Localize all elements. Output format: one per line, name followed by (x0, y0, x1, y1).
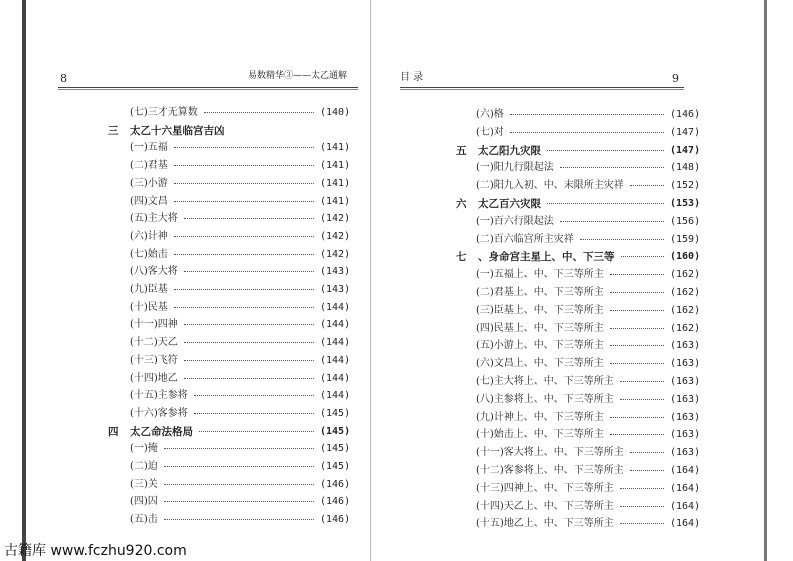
toc-label: (十三)四神上、中、下三等所主 (476, 482, 614, 494)
toc-entry (396, 426, 793, 444)
toc-label: (七)对 (476, 126, 504, 138)
dot-leader (547, 150, 664, 151)
toc-label: (一)阳九行限起法 (476, 162, 554, 174)
toc-page-number: (163) (670, 447, 701, 459)
dot-leader (184, 342, 314, 343)
toc-entry (0, 139, 396, 157)
toc-page-number: (164) (670, 465, 701, 476)
toc-entry (396, 462, 793, 480)
toc-entry (0, 175, 396, 193)
toc-entry (396, 284, 793, 302)
toc-entry (396, 444, 793, 462)
toc-page-number: (148) (670, 162, 701, 174)
dot-leader (184, 378, 314, 379)
toc-label: 太乙阳九灾限 (478, 144, 541, 157)
dot-leader (510, 114, 664, 115)
toc-page-number: (147) (670, 126, 701, 138)
toc-label: (六)文昌上、中、下三等所主 (476, 358, 604, 370)
toc-page-number: (144) (320, 301, 351, 313)
dot-leader (174, 201, 314, 202)
toc-page-number: (141) (320, 142, 351, 154)
toc-page-number: (163) (670, 340, 701, 352)
toc-label: 、身命宫主星上、中、下三等 (478, 251, 615, 264)
header-rule-thin (400, 89, 684, 90)
toc-page-number: (164) (670, 518, 701, 530)
toc-label: (二)君基上、中、下三等所主 (476, 287, 604, 298)
toc-entry (396, 159, 793, 177)
toc-label: (二)阳九入初、中、末限所主灾祥 (476, 180, 624, 192)
dot-leader (610, 292, 664, 293)
dot-leader (164, 484, 314, 485)
toc-entry (0, 104, 396, 122)
toc-label: (十二)天乙 (130, 337, 178, 349)
site-watermark: 古籍库 www.fczhu920.com (4, 543, 187, 559)
toc-entry (0, 299, 396, 317)
toc-page-number: (144) (320, 337, 351, 349)
dot-leader (174, 147, 314, 148)
toc-label: (十六)客参将 (130, 407, 188, 419)
header-rule-thin (58, 89, 358, 90)
dot-leader (610, 345, 664, 346)
dot-leader (620, 523, 664, 524)
toc-label: 太乙命法格局 (130, 425, 193, 438)
toc-page-number: (162) (670, 269, 701, 281)
toc-entry (0, 493, 396, 511)
toc-label: (三)臣基上、中、下三等所主 (476, 304, 604, 316)
header-rule (58, 87, 358, 88)
toc-page-number: (141) (320, 160, 351, 172)
dot-leader (164, 501, 314, 502)
toc-page-number: (143) (320, 284, 351, 295)
toc-label: (二)君基 (130, 160, 168, 172)
toc-entry (396, 177, 793, 195)
toc-label: (三)关 (130, 478, 158, 490)
toc-label: (一)百六行限起法 (476, 215, 554, 227)
toc-page-number: (144) (320, 372, 351, 384)
toc-page-number: (145) (320, 425, 351, 437)
dot-leader (204, 112, 314, 113)
toc-label: (一)五福上、中、下三等所主 (476, 269, 604, 281)
toc-entry (0, 476, 396, 494)
toc-entry (396, 106, 793, 124)
toc-page-number: (142) (320, 248, 351, 260)
toc-entry (396, 231, 793, 249)
toc-label: (十三)飞符 (130, 354, 178, 366)
dot-leader (174, 236, 314, 237)
toc-entry (0, 440, 396, 458)
running-header: 目 录 (400, 72, 424, 83)
toc-label: (四)民基上、中、下三等所主 (476, 322, 604, 334)
toc-entry (0, 210, 396, 228)
dot-leader (184, 271, 314, 272)
toc-label: (十四)天乙上、中、下三等所主 (476, 500, 614, 512)
toc-label: (十二)客参将上、中、下三等所主 (476, 465, 624, 476)
toc-label: (十一)客大将上、中、下三等所主 (476, 447, 624, 459)
toc-page-number: (145) (320, 407, 351, 419)
toc-label: (七)始击 (130, 248, 168, 260)
right-page (396, 0, 793, 561)
toc-label: (二)迫 (130, 461, 158, 472)
toc-label: (八)客大将 (130, 266, 178, 278)
toc-page-number: (146) (320, 478, 351, 490)
toc-entry (0, 246, 396, 264)
toc-label: (一)掩 (130, 443, 158, 455)
dot-leader (164, 519, 314, 520)
toc-entry (0, 263, 396, 281)
toc-entry (0, 458, 396, 476)
dot-leader (184, 324, 314, 325)
toc-entry (0, 334, 396, 352)
toc-entry (396, 480, 793, 498)
toc-entry (0, 370, 396, 388)
dot-leader (610, 274, 664, 275)
toc-entry (396, 213, 793, 231)
header-rule (400, 87, 684, 88)
toc-entry (0, 157, 396, 175)
toc-label: (四)囚 (130, 496, 158, 508)
dot-leader (620, 488, 664, 489)
toc-page-number: (145) (320, 443, 351, 455)
dot-leader (621, 256, 665, 257)
toc-entry (0, 405, 396, 423)
dot-leader (580, 239, 664, 240)
toc-label: (七)三才无算数 (130, 107, 198, 118)
dot-leader (174, 165, 314, 166)
page-number: 8 (60, 72, 67, 85)
page-number: 9 (672, 72, 679, 85)
toc-page-number: (146) (320, 514, 351, 526)
toc-page-number: (152) (670, 180, 701, 192)
toc-entry (396, 320, 793, 338)
toc-page-number: (144) (320, 354, 351, 366)
toc-label: (七)主大将上、中、下三等所主 (476, 376, 614, 387)
toc-page-number: (164) (670, 482, 701, 494)
toc-label: (五)小游上、中、下三等所主 (476, 340, 604, 352)
dot-leader (184, 218, 314, 219)
toc-label: (三)小游 (130, 177, 168, 189)
toc-entry (0, 387, 396, 405)
toc-page-number: (153) (670, 198, 701, 209)
toc-page-number: (163) (670, 376, 701, 387)
dot-leader (199, 431, 314, 432)
toc-label: 太乙百六灾限 (478, 198, 541, 210)
toc-entry (396, 355, 793, 373)
section-number: 五 (456, 144, 467, 157)
toc-section-heading (0, 423, 396, 441)
toc-label: (十一)四神 (130, 319, 178, 331)
left-page (0, 0, 396, 561)
dot-leader (510, 132, 664, 133)
toc-page-number: (163) (670, 393, 701, 405)
toc-page-number: (145) (320, 461, 351, 472)
toc-label: (九)臣基 (130, 284, 168, 295)
dot-leader (547, 203, 664, 204)
toc-label: (一)五福 (130, 142, 168, 154)
dot-leader (610, 310, 664, 311)
toc-page-number: (142) (320, 213, 351, 225)
section-number: 四 (108, 425, 119, 438)
toc-page-number: (141) (320, 177, 351, 189)
toc-label: (十五)主参将 (130, 390, 188, 402)
toc-entry (396, 266, 793, 284)
toc-entry (396, 409, 793, 427)
toc-entry (0, 228, 396, 246)
toc-entry (396, 498, 793, 516)
dot-leader (610, 328, 664, 329)
toc-section-heading (396, 195, 793, 213)
toc-label: (九)计神上、中、下三等所主 (476, 411, 604, 423)
toc-page-number: (160) (670, 251, 701, 263)
toc-entry (396, 302, 793, 320)
toc-label: (五)主大将 (130, 213, 178, 225)
toc-entry (396, 373, 793, 391)
toc-page-number: (164) (670, 500, 701, 512)
toc-entry (0, 511, 396, 529)
toc-page-number: (140) (320, 107, 351, 118)
toc-label: (六)格 (476, 109, 504, 120)
toc-page-number: (159) (670, 233, 701, 245)
section-number: 六 (456, 198, 467, 210)
toc-entry (396, 391, 793, 409)
toc-label: (十)民基 (130, 301, 168, 313)
toc-label: (六)计神 (130, 230, 168, 242)
toc-page-number: (144) (320, 390, 351, 402)
toc-page-number: (147) (670, 144, 701, 156)
toc-page-number: (146) (320, 496, 351, 508)
toc-label: (十)始击上、中、下三等所主 (476, 429, 604, 441)
toc-page-number: (163) (670, 411, 701, 423)
dot-leader (560, 221, 664, 222)
toc-label: (四)文昌 (130, 195, 168, 207)
toc-entry (0, 193, 396, 211)
dot-leader (174, 307, 314, 308)
toc-section-heading (396, 142, 793, 160)
toc-entry (396, 124, 793, 142)
toc-page-number: (156) (670, 215, 701, 227)
dot-leader (620, 399, 664, 400)
dot-leader (184, 360, 314, 361)
section-number: 七 (456, 251, 467, 264)
dot-leader (174, 289, 314, 290)
dot-leader (174, 183, 314, 184)
toc-page-number: (162) (670, 304, 701, 316)
toc-page-number: (143) (320, 266, 351, 278)
toc-page-number: (141) (320, 195, 351, 207)
toc-page-number: (142) (320, 230, 351, 242)
toc-page-number: (144) (320, 319, 351, 331)
toc-page-number: (163) (670, 358, 701, 370)
section-number: 三 (108, 124, 119, 137)
toc-label: 太乙十六星临宫吉凶 (130, 124, 225, 137)
dot-leader (194, 413, 314, 414)
dot-leader (620, 381, 664, 382)
dot-leader (610, 417, 664, 418)
toc-label: (五)击 (130, 514, 158, 526)
dot-leader (630, 185, 664, 186)
dot-leader (630, 470, 664, 471)
dot-leader (610, 434, 664, 435)
toc-page-number: (162) (670, 322, 701, 334)
dot-leader (560, 167, 664, 168)
toc-entry (0, 352, 396, 370)
dot-leader (174, 254, 314, 255)
toc-entry (0, 281, 396, 299)
toc-label: (十四)地乙 (130, 372, 178, 384)
toc-entry (396, 337, 793, 355)
toc-page-number: (146) (670, 109, 701, 120)
dot-leader (194, 395, 314, 396)
dot-leader (630, 452, 664, 453)
toc-page-number: (163) (670, 429, 701, 441)
dot-leader (164, 448, 314, 449)
toc-label: (八)主参将上、中、下三等所主 (476, 393, 614, 405)
dot-leader (164, 466, 314, 467)
toc-section-heading (0, 122, 396, 140)
toc-entry (396, 515, 793, 533)
toc-label: (二)百六临宫所主灾祥 (476, 233, 574, 245)
toc-label: (十五)地乙上、中、下三等所主 (476, 518, 614, 530)
toc-entry (0, 316, 396, 334)
running-header: 易数精华③——太乙通解 (248, 71, 348, 81)
toc-section-heading (396, 248, 793, 266)
dot-leader (610, 363, 664, 364)
toc-page-number: (162) (670, 287, 701, 298)
dot-leader (620, 506, 664, 507)
